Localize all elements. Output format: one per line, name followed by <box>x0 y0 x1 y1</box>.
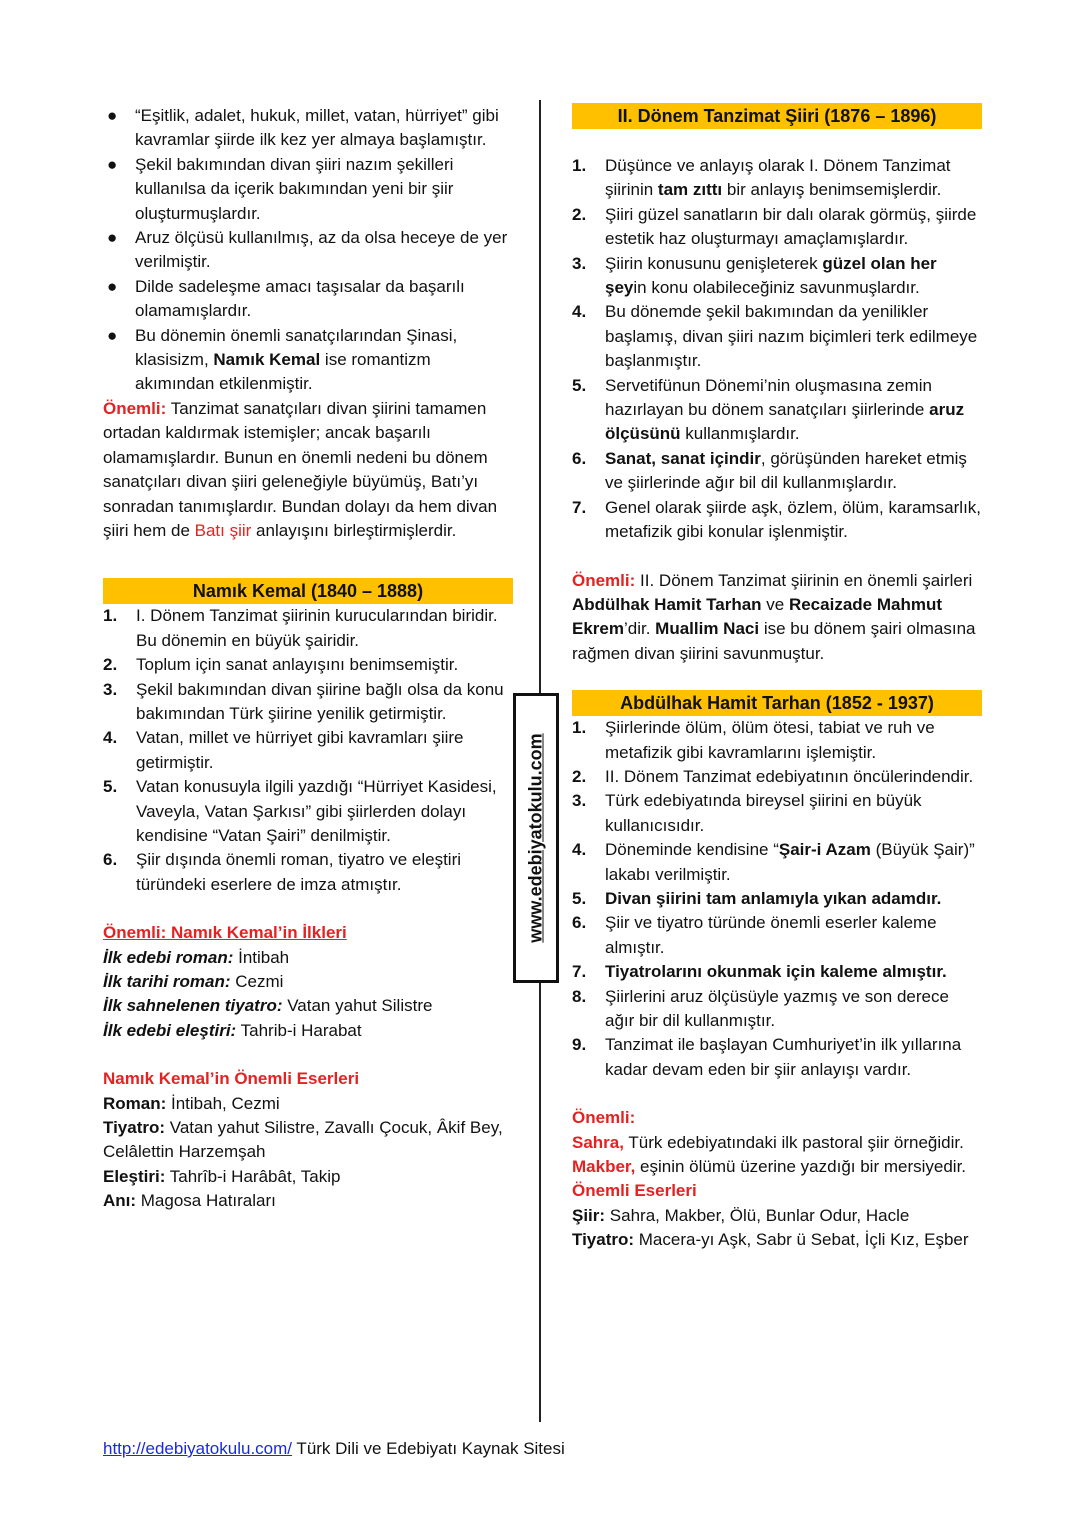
ilk-item: İlk tarihi roman: Cezmi <box>103 972 284 991</box>
ilk-item: İlk edebi eleştiri: Tahrib-i Harabat <box>103 1020 362 1040</box>
bullet-icon: ● <box>107 276 118 296</box>
eser-item: Eleştiri: Tahrîb-i Harâbât, Takip <box>103 1166 341 1186</box>
right-column <box>572 103 982 1253</box>
list-item: 9. Tanzimat ile başlayan Cumhuriyet’in ilk yıllarına kadar devam eden bir şiir anlayışı vardır. <box>572 1035 962 1079</box>
bullet-icon: ● <box>107 154 118 174</box>
namik-kemal-list <box>103 604 513 897</box>
footer-site-link[interactable]: http://edebiyatokulu.com/ <box>103 1439 293 1458</box>
tanzimat-2-heading: II. Dönem Tanzimat Şiiri (1876 – 1896) <box>572 103 982 129</box>
bullet-item: ● Şekil bakımından divan şiiri nazım şekilleri kullanılsa da içerik bakımından yeni bir şiir oluşturmuşlardır. <box>107 154 454 223</box>
bullet-icon: ● <box>107 325 118 345</box>
eser-item: Anı: Magosa Hatıraları <box>103 1191 276 1211</box>
aht-eserler-title: Önemli Eserleri <box>572 1181 697 1201</box>
ilk-item: İlk sahnelenen tiyatro: Vatan yahut Silistre <box>103 996 433 1016</box>
bullet-item: ● Dilde sadeleşme amacı taşısalar da başarılı olamamışlardır. <box>107 276 465 321</box>
list-item: 3. Türk edebiyatında bireysel şiirini en büyük kullanıcısıdır. <box>572 791 922 835</box>
list-item: 5. Vatan konusuyla ilgili yazdığı “Hürriyet Kasidesi, Vaveyla, Vatan Şarkısı” gibi şiirlerden dolayı kendisine “Vatan Şairi” denilmiştir. <box>103 777 497 845</box>
ilk-item: İlk edebi roman: İntibah <box>103 947 290 967</box>
list-item: 1. Düşünce ve anlayış olarak I. Dönem Tanzimat şiirinin tam zıttı bir anlayış benimsemişlerdir. <box>572 156 951 200</box>
abdulhak-hamit-list <box>572 716 982 1082</box>
page-footer <box>103 1439 565 1459</box>
bullet-icon: ● <box>107 106 118 125</box>
namik-kemal-heading: Namık Kemal (1840 – 1888) <box>103 578 513 604</box>
sahra-note: Sahra, Türk edebiyatındaki ilk pastoral şiir örneğidir. <box>572 1132 964 1152</box>
tanzimat-2-list <box>572 154 982 545</box>
list-item: 5. Servetifünun Dönemi’nin oluşmasına zemin hazırlayan bu dönem sanatçıları şiirlerinde aruz ölçüsünü kullanmışlardır. <box>572 375 965 444</box>
list-item: 6. Şiir dışında önemli roman, tiyatro ve eleştiri türündeki eserlere de imza atmıştır. <box>103 850 462 894</box>
list-item: 3. Şiirin konusunu genişleterek güzel olan her şeyin konu olabileceğiniz savunmuşlardır. <box>572 253 937 298</box>
list-item: 6. Şiir ve tiyatro türünde önemli eserler kaleme almıştır. <box>572 913 937 957</box>
onemli-note-tanzimat: Önemli: Tanzimat sanatçıları divan şiirini tamamen ortadan kaldırmak istemişler; ancak başarılı olamamışlardır. Bunun en önemli nedeni bu dönem sanatçıları divan şiiri geleneğiyle büyümüş, Batı’yı sonradan tanımışlardır. Bundan dolayı da hem divan şiiri hem de Batı şiir anlayışını birleştirmişlerdir. <box>103 398 498 540</box>
footer-caption: Türk Dili ve Edebiyatı Kaynak Sitesi <box>292 1439 565 1458</box>
list-item: 5. Divan şiirini tam anlamıyla yıkan adamdır. <box>572 888 942 908</box>
bullet-icon: ● <box>107 228 118 248</box>
abdulhak-hamit-heading: Abdülhak Hamit Tarhan (1852 - 1937) <box>572 690 982 716</box>
list-item: 4. Bu dönemde şekil bakımından da yenilikler başlamış, divan şiiri nazım biçimleri terk edilmeye başlanmıştır. <box>572 302 978 371</box>
list-item: 7. Genel olarak şiirde aşk, özlem, ölüm, karamsarlık, metafizik gibi konular işlenmiştir. <box>572 497 982 542</box>
eser-item: Şiir: Sahra, Makber, Ölü, Bunlar Odur, Hacle <box>572 1205 910 1225</box>
makber-note: Makber, eşinin ölümü üzerine yazdığı bir mersiyedir. <box>572 1157 967 1177</box>
watermark-text: www.edebiyatokulu.com <box>525 733 546 943</box>
nk-eserler-title: Namık Kemal’in Önemli Eserleri <box>103 1069 360 1089</box>
bullet-item: ● “Eşitlik, adalet, hukuk, millet, vatan, hürriyet” gibi kavramlar şiirde ilk kez yer almaya başlamıştır. <box>107 106 499 150</box>
onemli-note-poets: Önemli: II. Dönem Tanzimat şiirinin en önemli şairleri Abdülhak Hamit Tarhan ve Recaizade Mahmut Ekrem’dir. Muallim Naci ise bu dönem şairi olmasına rağmen divan şiirini savunmuştur. <box>572 570 976 663</box>
eser-item: Tiyatro: Vatan yahut Silistre, Zavallı Çocuk, Âkif Bey, Celâlettin Harzemşah <box>103 1118 503 1162</box>
list-item: 7. Tiyatrolarını okunmak için kaleme almıştır. <box>572 962 947 982</box>
eser-item: Tiyatro: Macera-yı Aşk, Sabr ü Sebat, İçli Kız, Eşber <box>572 1230 969 1250</box>
site-watermark <box>513 693 559 983</box>
onemli-label: Önemli: <box>572 1108 636 1128</box>
tanzimat-bullet-list <box>103 104 513 397</box>
list-item: 2. II. Dönem Tanzimat edebiyatının öncülerindendir. <box>572 766 974 786</box>
list-item: 2. Şiiri güzel sanatların bir dalı olarak görmüş, şiirde estetik haz oluşturmayı amaçlamışlardır. <box>572 204 977 249</box>
ilkler-title: Önemli: Namık Kemal’in İlkleri <box>103 923 347 943</box>
list-item: 4. Döneminde kendisine “Şair-i Azam (Büyük Şair)” lakabı verilmiştir. <box>572 840 975 884</box>
list-item: 8. Şiirlerini aruz ölçüsüyle yazmış ve son derece ağır bir dil kullanmıştır. <box>572 986 949 1030</box>
list-item: 3. Şekil bakımından divan şiirine bağlı olsa da konu bakımından Türk şiirine yenilik getirmiştir. <box>103 679 504 723</box>
list-item: 1. Şiirlerinde ölüm, ölüm ötesi, tabiat ve ruh ve metafizik gibi kavramlarını işlemiştir. <box>572 718 935 762</box>
bullet-item: ● Aruz ölçüsü kullanılmış, az da olsa heceye de yer verilmiştir. <box>107 228 508 272</box>
list-item: 1. I. Dönem Tanzimat şiirinin kurucularından biridir. Bu dönemin en büyük şairidir. <box>103 606 498 650</box>
list-item: 6. Sanat, sanat içindir, görüşünden hareket etmiş ve şiirlerinde ağır bil dil kullanmışlardır. <box>572 448 967 493</box>
eser-item: Roman: İntibah, Cezmi <box>103 1093 280 1113</box>
bullet-item: ● Bu dönemin önemli sanatçılarından Şinasi, klasisizm, Namık Kemal ise romantizm akımından etkilenmiştir. <box>107 325 458 394</box>
left-column <box>103 104 513 1214</box>
list-item: 4. Vatan, millet ve hürriyet gibi kavramları şiire getirmiştir. <box>103 728 464 772</box>
list-item: 2. Toplum için sanat anlayışını benimsemiştir. <box>103 655 459 675</box>
